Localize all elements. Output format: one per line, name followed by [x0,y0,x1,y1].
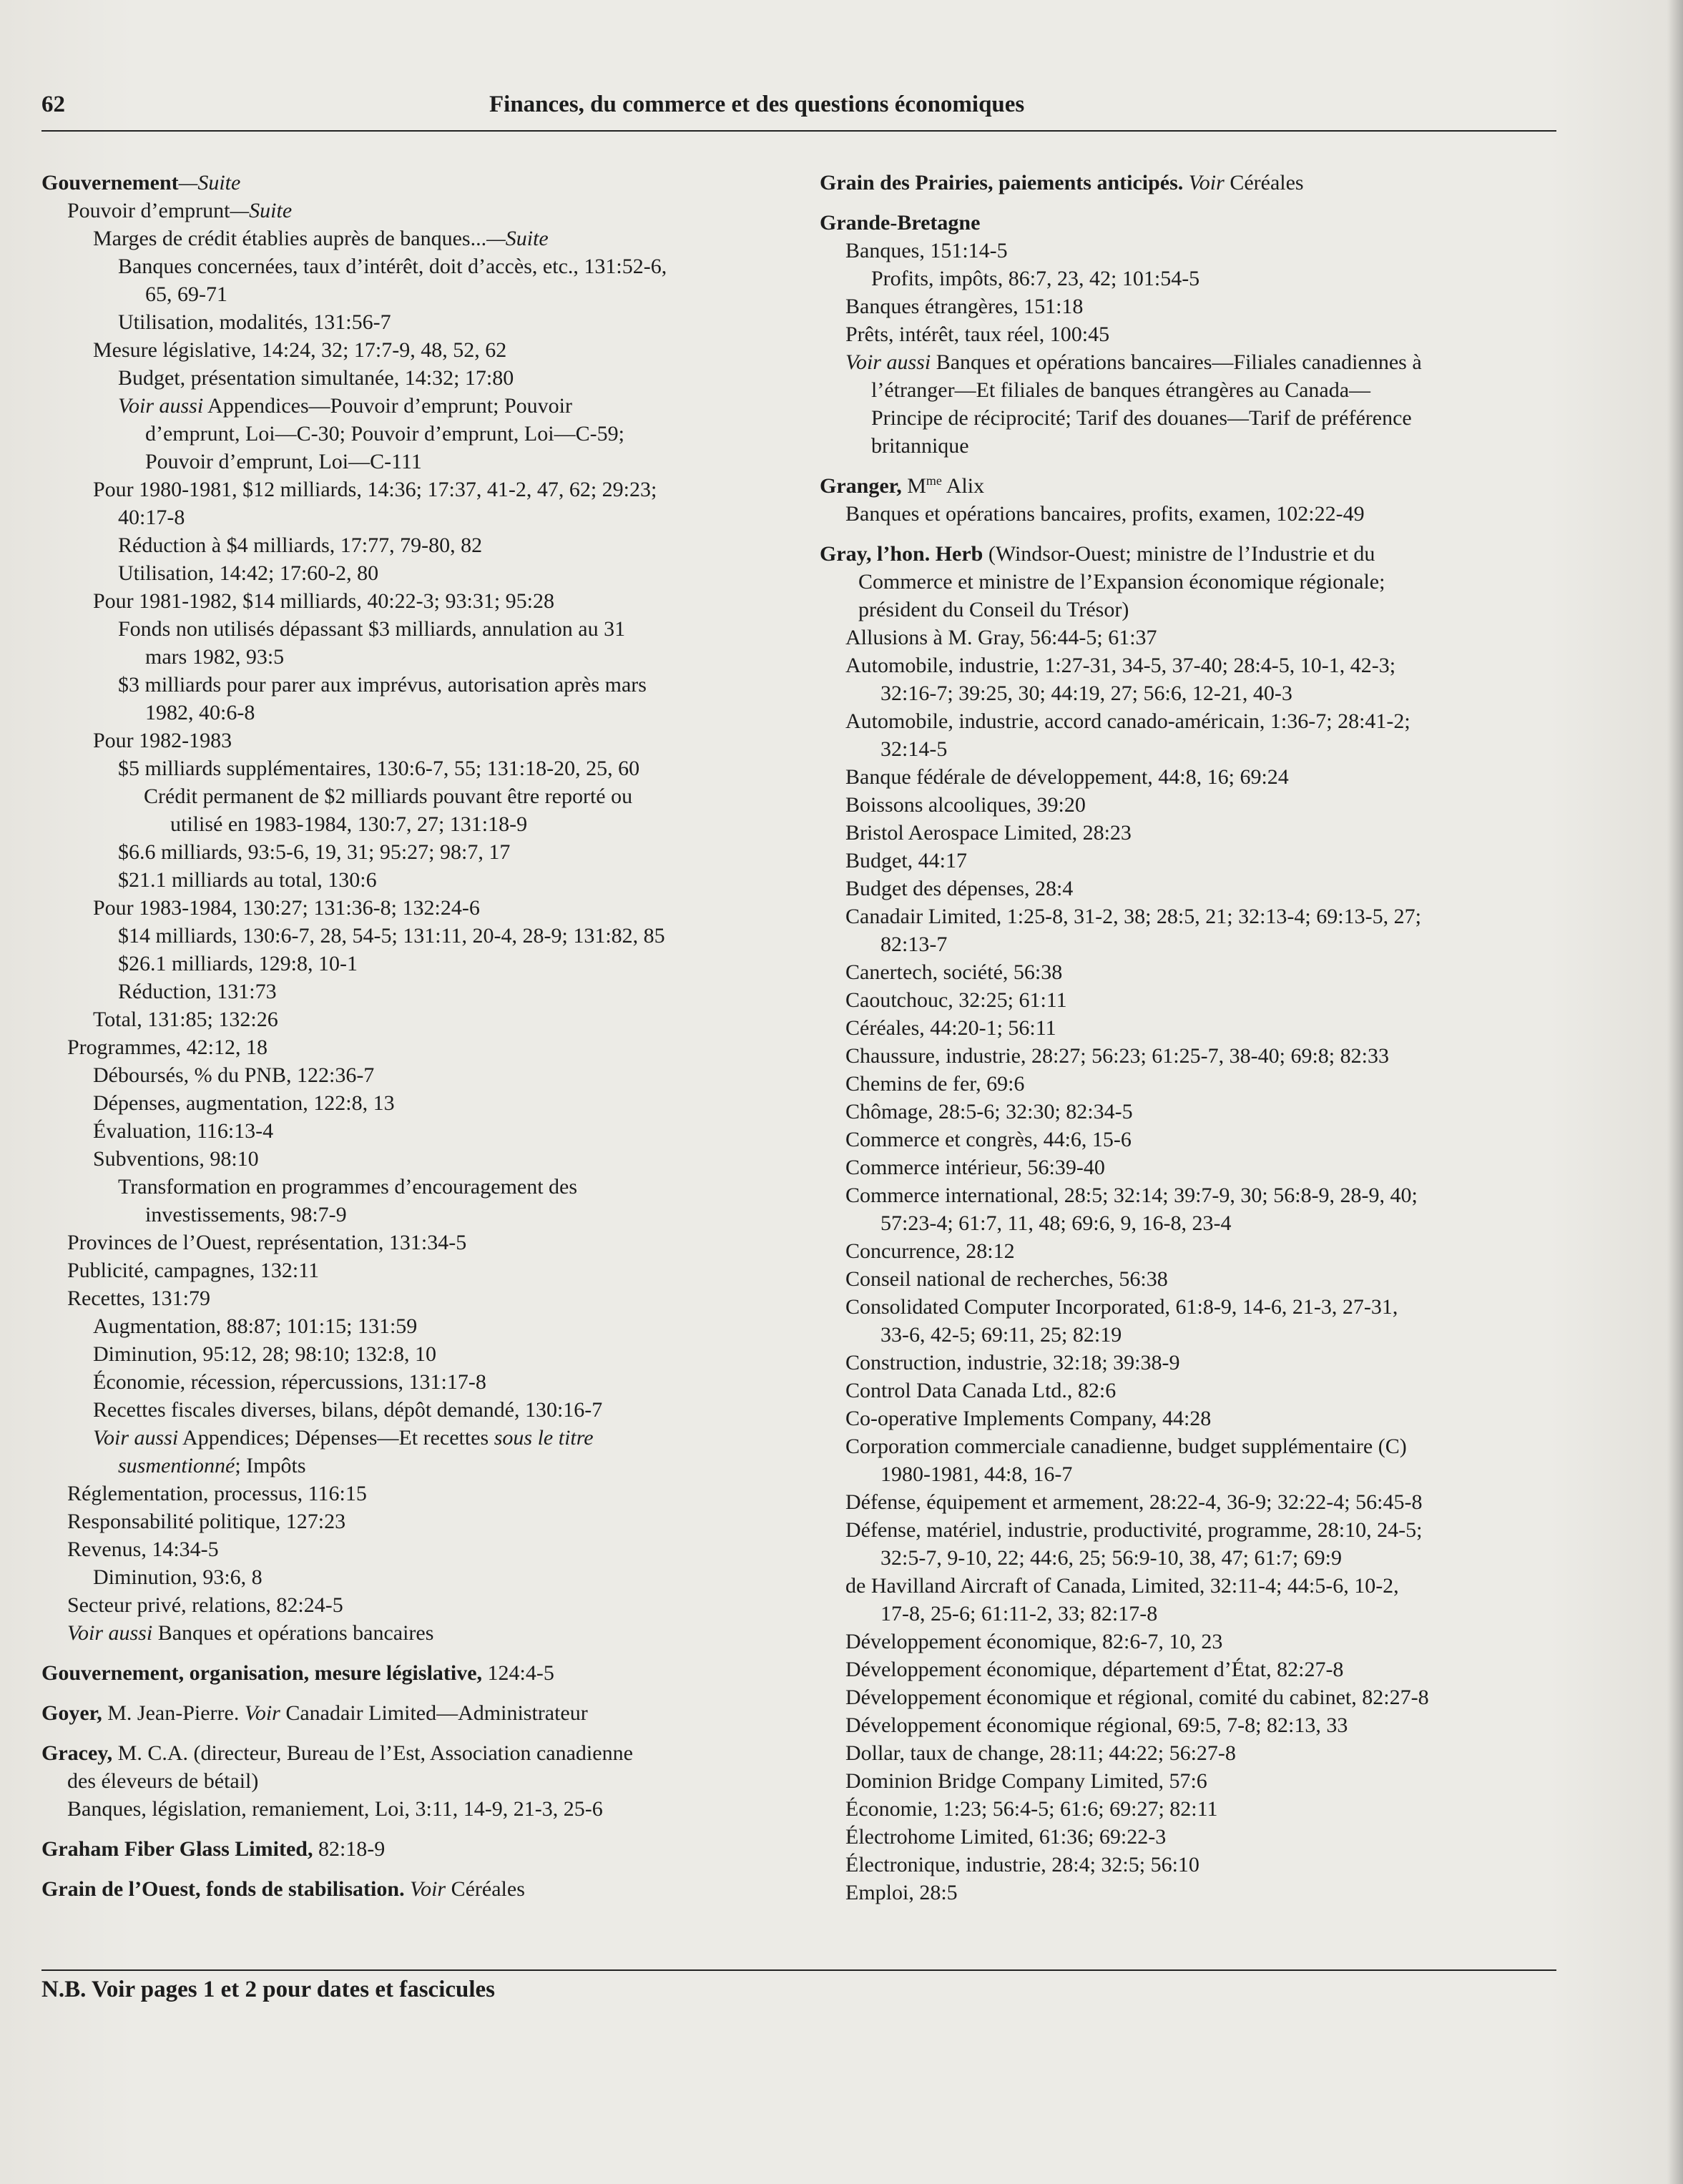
index-entry: Pour 1981-1982, $14 milliards, 40:22-3; 93:31; 95:28 [93,589,554,613]
index-entry: Céréales, 44:20-1; 56:11 [845,1016,1056,1040]
index-column-right [820,169,1559,1907]
index-entry: Diminution, 93:6, 8 [93,1565,262,1589]
index-entry: Control Data Canada Ltd., 82:6 [845,1379,1117,1402]
index-entry: $3 milliards pour parer aux imprévus, autorisation après mars [118,673,647,697]
footer-rule [41,1969,1556,1971]
index-entry: Boissons alcooliques, 39:20 [845,793,1086,817]
index-entry: Construction, industrie, 32:18; 39:38-9 [845,1351,1180,1374]
index-entry: Grain de l’Ouest, fonds de stabilisation. Voir Céréales [41,1877,525,1901]
index-entry: Marges de crédit établies auprès de banques...—Suite [93,227,549,250]
index-entry: de Havilland Aircraft of Canada, Limited, 32:11-4; 44:5-6, 10-2, [845,1574,1399,1598]
index-entry: investissements, 98:7-9 [145,1203,347,1226]
index-entry: Chemins de fer, 69:6 [845,1072,1025,1096]
index-entry: Budget des dépenses, 28:4 [845,877,1074,900]
page-edge-shadow [1667,0,1683,2184]
index-entry: Banques et opérations bancaires, profits, examen, 102:22-49 [845,502,1365,526]
index-entry: Automobile, industrie, 1:27-31, 34-5, 37-40; 28:4-5, 10-1, 42-3; [845,654,1396,677]
index-entry: Programmes, 42:12, 18 [67,1036,268,1059]
index-entry: Électronique, industrie, 28:4; 32:5; 56:10 [845,1853,1199,1876]
index-entry: 17-8, 25-6; 61:11-2, 33; 82:17-8 [880,1602,1158,1625]
index-entry: Banques concernées, taux d’intérêt, doit d’accès, etc., 131:52-6, [118,255,667,278]
index-entry: Diminution, 95:12, 28; 98:10; 132:8, 10 [93,1342,437,1366]
index-entry: Profits, impôts, 86:7, 23, 42; 101:54-5 [871,267,1200,290]
index-entry: 1980-1981, 44:8, 16-7 [880,1462,1073,1486]
index-entry: Voir aussi Banques et opérations bancaires [67,1621,434,1645]
index-entry: Gray, l’hon. Herb (Windsor-Ouest; ministre de l’Industrie et du [820,542,1375,566]
index-entry: Canadair Limited, 1:25-8, 31-2, 38; 28:5, 21; 32:13-4; 69:13-5, 27; [845,905,1421,928]
index-entry: $6.6 milliards, 93:5-6, 19, 31; 95:27; 98:7, 17 [118,840,511,864]
index-entry: Évaluation, 116:13-4 [93,1119,274,1143]
index-entry: Défense, matériel, industrie, productivité, programme, 28:10, 24-5; [845,1518,1423,1542]
index-entry: Commerce international, 28:5; 32:14; 39:7-9, 30; 56:8-9, 28-9, 40; [845,1184,1418,1207]
index-entry: d’emprunt, Loi—C-30; Pouvoir d’emprunt, Loi—C-59; [145,422,624,446]
index-entry: Réglementation, processus, 116:15 [67,1482,367,1505]
footer-note: N.B. Voir pages 1 et 2 pour dates et fascicules [41,1977,496,2002]
index-entry: Chômage, 28:5-6; 32:30; 82:34-5 [845,1100,1133,1123]
index-entry: Crédit permanent de $2 milliards pouvant être reporté ou [144,784,633,808]
index-entry: Consolidated Computer Incorporated, 61:8-9, 14-6, 21-3, 27-31, [845,1295,1398,1319]
index-entry: Dominion Bridge Company Limited, 57:6 [845,1769,1207,1793]
index-entry: Fonds non utilisés dépassant $3 milliards, annulation au 31 [118,617,626,641]
index-entry: Caoutchouc, 32:25; 61:11 [845,988,1067,1012]
index-entry: Électrohome Limited, 61:36; 69:22-3 [845,1825,1167,1849]
index-entry: Graham Fiber Glass Limited, 82:18-9 [41,1837,386,1861]
page-number: 62 [41,92,65,117]
index-entry: Total, 131:85; 132:26 [93,1008,278,1031]
index-entry: 32:5-7, 9-10, 22; 44:6, 25; 56:9-10, 38, 47; 61:7; 69:9 [880,1546,1342,1570]
index-entry: Budget, présentation simultanée, 14:32; 17:80 [118,366,514,390]
index-entry: britannique [871,434,969,458]
index-entry: 1982, 40:6-8 [145,701,255,724]
index-entry: Recettes, 131:79 [67,1287,210,1310]
index-entry: Développement économique, département d’État, 82:27-8 [845,1658,1344,1681]
index-entry: l’étranger—Et filiales de banques étrangères au Canada— [871,378,1371,402]
index-entry: Goyer, M. Jean-Pierre. Voir Canadair Limited—Administrateur [41,1701,588,1725]
index-entry: Développement économique, 82:6-7, 10, 23 [845,1630,1223,1653]
index-entry: $5 milliards supplémentaires, 130:6-7, 55; 131:18-20, 25, 60 [118,757,640,780]
index-entry: utilisé en 1983-1984, 130:7, 27; 131:18-9 [170,812,528,836]
index-entry: Déboursés, % du PNB, 122:36-7 [93,1063,375,1087]
index-entry: Pouvoir d’emprunt—Suite [67,199,293,222]
index-entry: Canertech, société, 56:38 [845,960,1063,984]
index-entry: Développement économique régional, 69:5, 7-8; 82:13, 33 [845,1713,1348,1737]
index-entry: Gouvernement—Suite [41,171,241,195]
index-entry: Gouvernement, organisation, mesure législative, 124:4-5 [41,1661,554,1685]
index-entry: Chaussure, industrie, 28:27; 56:23; 61:25-7, 38-40; 69:8; 82:33 [845,1044,1389,1068]
index-entry: $26.1 milliards, 129:8, 10-1 [118,952,358,975]
index-entry: Dépenses, augmentation, 122:8, 13 [93,1091,395,1115]
index-entry: Bristol Aerospace Limited, 28:23 [845,821,1132,845]
index-entry: Mesure législative, 14:24, 32; 17:7-9, 48, 52, 62 [93,338,507,362]
index-entry: Augmentation, 88:87; 101:15; 131:59 [93,1314,418,1338]
index-entry: Banque fédérale de développement, 44:8, 16; 69:24 [845,765,1289,789]
index-entry: Voir aussi Appendices—Pouvoir d’emprunt; Pouvoir [118,394,572,418]
index-entry: Prêts, intérêt, taux réel, 100:45 [845,323,1110,346]
index-entry: Commerce et congrès, 44:6, 15-6 [845,1128,1132,1151]
index-entry: Co-operative Implements Company, 44:28 [845,1407,1212,1430]
index-entry: Granger, $M^{me}$ Alix [820,473,985,498]
index-entry: $21.1 milliards au total, 130:6 [118,868,377,892]
index-entry: Économie, 1:23; 56:4-5; 61:6; 69:27; 82:11 [845,1797,1218,1821]
index-entry: Banques, législation, remaniement, Loi, 3:11, 14-9, 21-3, 25-6 [67,1797,603,1821]
index-entry: Banques, 151:14-5 [845,239,1008,262]
index-entry: 57:23-4; 61:7, 11, 48; 69:6, 9, 16-8, 23-4 [880,1211,1232,1235]
index-entry: Gracey, M. C.A. (directeur, Bureau de l’Est, Association canadienne [41,1741,633,1765]
index-entry: Défense, équipement et armement, 28:22-4, 36-9; 32:22-4; 56:45-8 [845,1490,1423,1514]
index-entry: Grande-Bretagne [820,211,981,235]
index-entry: 40:17-8 [118,506,185,529]
index-entry: Corporation commerciale canadienne, budget supplémentaire (C) [845,1435,1407,1458]
index-column-left [41,169,821,1903]
index-entry: Dollar, taux de change, 28:11; 44:22; 56:27-8 [845,1741,1236,1765]
index-entry: Pour 1980-1981, $12 milliards, 14:36; 17:37, 41-2, 47, 62; 29:23; [93,478,657,501]
index-entry: Budget, 44:17 [845,849,967,872]
index-entry: Voir aussi Appendices; Dépenses—Et recettes sous le titre [93,1426,594,1450]
index-entry: Réduction à $4 milliards, 17:77, 79-80, 82 [118,533,483,557]
index-entry: des éleveurs de bétail) [67,1769,259,1793]
index-entry: 65, 69-71 [145,282,227,306]
index-entry: Pour 1982-1983 [93,729,232,752]
running-header [41,92,1556,132]
index-entry: Emploi, 28:5 [845,1881,958,1904]
index-entry: Utilisation, 14:42; 17:60-2, 80 [118,561,379,585]
index-entry: Allusions à M. Gray, 56:44-5; 61:37 [845,626,1157,649]
index-entry: Voir aussi Banques et opérations bancaires—Filiales canadiennes à [845,350,1422,374]
running-title: Finances, du commerce et des questions économiques [489,92,1025,117]
index-entry: Grain des Prairies, paiements anticipés. Voir Céréales [820,171,1304,195]
index-entry: président du Conseil du Trésor) [858,598,1129,621]
index-entry: Commerce intérieur, 56:39-40 [845,1156,1105,1179]
index-entry: Commerce et ministre de l’Expansion économique régionale; [858,570,1385,594]
index-entry: mars 1982, 93:5 [145,645,285,669]
index-entry: Banques étrangères, 151:18 [845,295,1084,318]
index-entry: Développement économique et régional, comité du cabinet, 82:27-8 [845,1686,1429,1709]
index-entry: Revenus, 14:34-5 [67,1538,219,1561]
index-entry: Conseil national de recherches, 56:38 [845,1267,1168,1291]
index-entry: Secteur privé, relations, 82:24-5 [67,1593,343,1617]
index-entry: Pour 1983-1984, 130:27; 131:36-8; 132:24-6 [93,896,480,920]
index-entry: Responsabilité politique, 127:23 [67,1510,346,1533]
index-entry: 32:14-5 [880,737,948,761]
index-entry: Pouvoir d’emprunt, Loi—C-111 [145,450,422,473]
index-entry: Provinces de l’Ouest, représentation, 131:34-5 [67,1231,467,1254]
index-entry: Concurrence, 28:12 [845,1239,1015,1263]
index-entry: Transformation en programmes d’encouragement des [118,1175,578,1199]
index-entry: 82:13-7 [880,933,948,956]
index-entry: 32:16-7; 39:25, 30; 44:19, 27; 56:6, 12-21, 40-3 [880,682,1292,705]
index-entry: 33-6, 42-5; 69:11, 25; 82:19 [880,1323,1122,1347]
index-entry: Principe de réciprocité; Tarif des douanes—Tarif de préférence [871,406,1412,430]
index-entry: Automobile, industrie, accord canado-américain, 1:36-7; 28:41-2; [845,709,1410,733]
index-entry: Utilisation, modalités, 131:56-7 [118,310,391,334]
index-entry: Publicité, campagnes, 132:11 [67,1259,320,1282]
index-entry: Réduction, 131:73 [118,980,277,1003]
index-entry: Subventions, 98:10 [93,1147,259,1171]
index-entry: susmentionné; Impôts [118,1454,306,1477]
index-entry: Économie, récession, répercussions, 131:17-8 [93,1370,486,1394]
index-entry: $14 milliards, 130:6-7, 28, 54-5; 131:11, 20-4, 28-9; 131:82, 85 [118,924,665,948]
index-entry: Recettes fiscales diverses, bilans, dépôt demandé, 130:16-7 [93,1398,603,1422]
